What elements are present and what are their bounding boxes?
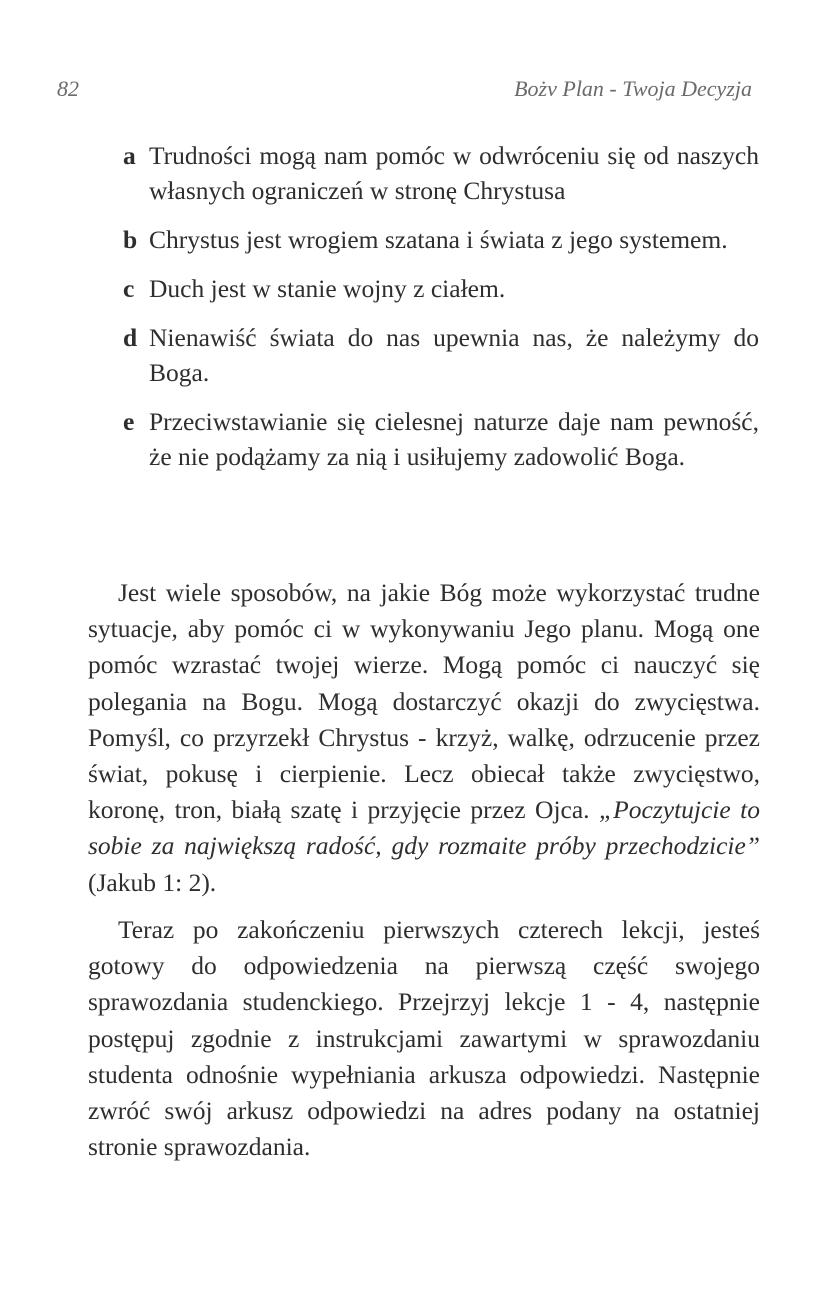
- body-paragraph: [88, 575, 760, 901]
- list-item-text: Przeciwstawianie się cielesnej naturze daje nam pewność, że nie podążamy za nią i usiłujemy zadowolić Boga.: [149, 407, 759, 471]
- list-marker: c: [123, 274, 135, 303]
- paragraph-text: Jest wiele sposobów, na jakie Bóg może wykorzystać trudne sytuacje, aby pomóc ci w wykonywaniu Jego planu. Mogą one pomóc wzrastać twojej wierze. Mogą pomóc ci nauczyć się polegania na Bogu. Mogą dostarczyć okazji do zwycięstwa. Pomyśl, co przyrzekł Chrystus - krzyż, walkę, odrzucenie przez świat, pokusę i cierpienie. Lecz obiecał także zwycięstwo, koronę, tron, białą szatę i przyjęcie przez Ojca.: [88, 578, 760, 825]
- scripture-quote: „Poczytujcie to sobie za największą radość, gdy rozmaite próby przechodzicie”: [88, 795, 760, 861]
- list-marker: a: [123, 141, 136, 170]
- scripture-reference: (Jakub 1: 2).: [88, 867, 217, 897]
- list-marker: b: [123, 225, 138, 254]
- list-marker: d: [123, 323, 138, 352]
- paragraph-text: Teraz po zakończeniu pierwszych czterech lekcji, jesteś gotowy do odpowiedzenia na pierwszą część swojego sprawozdania studenckiego. Przejrzyj lekcje 1 - 4, następnie postępuj zgodnie z instrukcjami zawartymi w sprawozdaniu studenta odnośnie wypełniania arkusza odpowiedzi. Następnie zwróć swój arkusz odpowiedzi na adres podany na ostatniej stronie sprawozdania.: [88, 915, 760, 1162]
- list-item-text: Nienawiść świata do nas upewnia nas, że należymy do Boga.: [149, 323, 759, 387]
- lettered-list: [123, 138, 759, 488]
- list-item-text: Chrystus jest wrogiem szatana i świata z jego systemem.: [149, 225, 728, 254]
- list-item: [123, 404, 759, 474]
- list-item: [123, 320, 759, 390]
- list-item-text: Duch jest w stanie wojny z ciałem.: [149, 274, 506, 303]
- list-marker: e: [123, 407, 135, 436]
- list-item: [123, 138, 759, 208]
- page-header: [57, 76, 752, 106]
- body-paragraph: [88, 912, 760, 1165]
- list-item: [123, 222, 759, 257]
- page-number: 82: [57, 76, 79, 101]
- running-title: Bożv Plan - Twoja Decyzja: [514, 76, 752, 101]
- list-item-text: Trudności mogą nam pomóc w odwróceniu się od naszych własnych ograniczeń w stronę Chrystusa: [149, 141, 759, 205]
- list-item: [123, 271, 759, 306]
